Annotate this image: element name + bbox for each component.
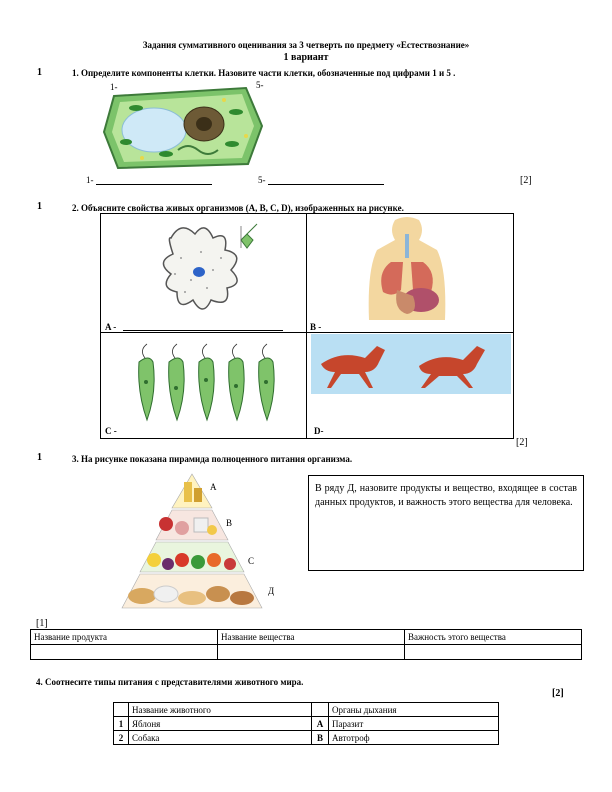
q3-question: 3. На рисунке показана пирамида полноценного питания организма. [72, 454, 353, 464]
q4-score: [2] [552, 688, 564, 699]
q4-row-animal: Яблоня [129, 717, 312, 731]
plant-cell-illustration [96, 78, 268, 172]
answer-line-a[interactable] [123, 330, 283, 331]
food-pyramid [102, 468, 282, 618]
q4-row [114, 717, 499, 731]
answer-label-1: 1- [86, 175, 94, 185]
q1-question: 1. Определите компоненты клетки. Назовите части клетки, обозначенные под цифрами 1 и 5 . [72, 68, 456, 78]
q4-question: 4. Соотнесите типы питания с представителями животного мира. [36, 677, 304, 687]
pyramid-label-b: В [226, 518, 233, 528]
label-c: C - [105, 426, 117, 436]
q3-instruction-box [308, 475, 584, 571]
q4-row-type: Автотроф [329, 731, 499, 745]
q1-score: [2] [520, 175, 532, 186]
organisms-grid [100, 213, 514, 439]
q2-score: [2] [516, 437, 528, 448]
variant-title: 1 вариант [283, 52, 329, 63]
label-b: B - [310, 322, 322, 332]
q4-row-number: 2 [114, 731, 129, 745]
q3-answer-substance[interactable] [218, 645, 405, 660]
pyramid-label-d: Д [268, 586, 275, 596]
q4-row-letter: B [312, 731, 329, 745]
q4-row-letter: A [312, 717, 329, 731]
label-d: D- [314, 426, 324, 436]
q4-matching-table [113, 702, 499, 745]
q2-number: 1 [37, 201, 42, 212]
q3-answer-table [30, 629, 582, 660]
q3-number: 1 [37, 452, 42, 463]
q4-row-animal: Собака [129, 731, 312, 745]
respiratory-system-illustration [361, 216, 453, 322]
q3-header-importance: Важность этого вещества [405, 630, 582, 645]
pyramid-label-a: А [210, 482, 217, 492]
cell-label-1: 1- [110, 82, 118, 92]
cell-label-5: 5- [256, 80, 264, 90]
q3-header-product: Название продукта [31, 630, 218, 645]
label-a: A - [105, 322, 117, 332]
answer-line-1[interactable] [96, 184, 212, 185]
q4-row-number: 1 [114, 717, 129, 731]
amoeba-illustration [141, 218, 271, 322]
q3-instruction-text: В ряду Д, назовите продукты и вещество, входящее в состав данных продуктов, и важность этого вещества для человека. [315, 483, 577, 508]
q3-score: [1] [36, 618, 48, 629]
document-title: Задания суммативного оценивания за 3 четверть по предмету «Естествознание» [142, 40, 470, 50]
q3-answer-importance[interactable] [405, 645, 582, 660]
food-pyramid-illustration [102, 468, 282, 618]
q3-header-substance: Название вещества [218, 630, 405, 645]
pyramid-label-c: С [248, 556, 255, 566]
q4-row-type: Паразит [329, 717, 499, 731]
euglena-illustration [127, 342, 287, 426]
q2-question: 2. Объясните свойства живых организмов (A, B, C, D), изображенных на рисунке. [72, 203, 404, 213]
answer-label-5: 5- [258, 175, 266, 185]
horses-illustration [311, 334, 511, 394]
q4-header-animal: Название животного [129, 703, 312, 717]
q4-row [114, 731, 499, 745]
answer-line-5[interactable] [268, 184, 384, 185]
q3-answer-product[interactable] [31, 645, 218, 660]
q1-number: 1 [37, 67, 42, 78]
q4-header-type: Органы дыхания [329, 703, 499, 717]
cell-image [96, 78, 268, 172]
